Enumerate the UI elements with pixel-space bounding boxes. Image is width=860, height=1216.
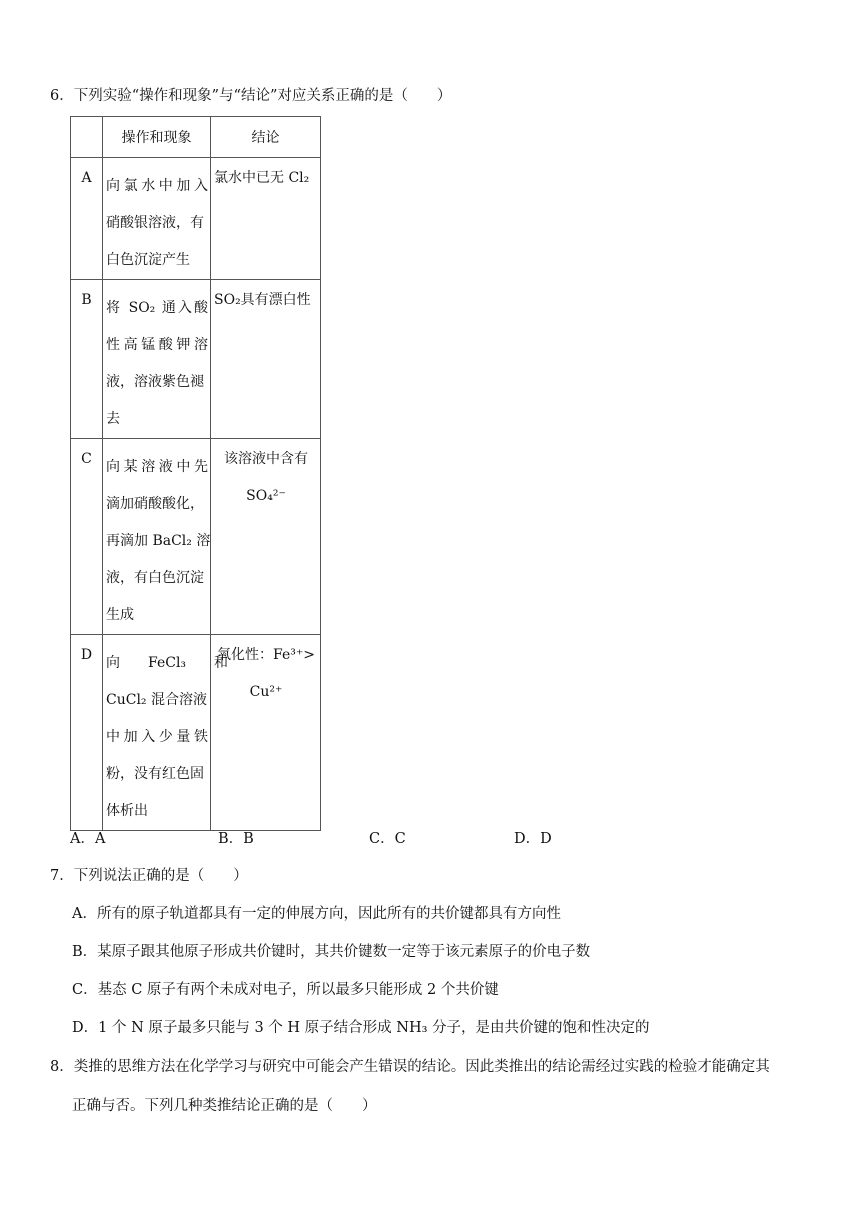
op-line: 硝酸银溶液，有: [106, 215, 204, 231]
row-letter: C: [71, 439, 103, 635]
op-line: CuCl₂ 混合溶液: [106, 692, 207, 708]
op-line: 再滴加 BaCl₂ 溶: [106, 533, 211, 549]
q8-stem-line1: 8．类推的思维方法在化学学习与研究中可能会产生错误的结论。因此类推出的结论需经过实践的检验才能确定其: [50, 1059, 770, 1075]
concl-line: Cu²⁺: [249, 684, 283, 700]
choice-c[interactable]: C．C: [369, 831, 406, 847]
row-letter: D: [71, 635, 103, 831]
op-line: 向 FeCl₃ 和: [106, 655, 229, 671]
row-letter: B: [71, 280, 103, 439]
op-line: 体析出: [106, 803, 148, 819]
row-concl: [211, 439, 321, 635]
q8-stem-line2: 正确与否。下列几种类推结论正确的是（ ）: [72, 1098, 377, 1114]
q6-stem: 6．下列实验“操作和现象”与“结论”对应关系正确的是（ ）: [50, 88, 452, 104]
concl-line: SO₄²⁻: [246, 488, 286, 504]
concl-line: 氧化性：Fe³⁺>: [217, 647, 315, 663]
row-op: [103, 280, 211, 439]
op-line: 性高锰酸钾溶: [106, 337, 208, 353]
op-line: 白色沉淀产生: [106, 252, 190, 268]
op-line: 中加入少量铁: [106, 729, 208, 745]
header-empty-cell: [71, 117, 103, 158]
table-header-row: [71, 117, 321, 158]
concl-line: SO₂具有漂白性: [214, 292, 311, 308]
table-row: [71, 635, 321, 831]
q7-option-a[interactable]: A．所有的原子轨道都具有一定的伸展方向，因此所有的共价键都具有方向性: [72, 906, 561, 922]
row-op: [103, 439, 211, 635]
q7-option-c[interactable]: C．基态 C 原子有两个未成对电子，所以最多只能形成 2 个共价键: [72, 982, 499, 998]
op-line: 生成: [106, 607, 134, 623]
row-op: [103, 635, 229, 831]
header-concl: 结论: [211, 117, 321, 158]
op-line: 液，有白色沉淀: [106, 570, 204, 586]
row-letter: A: [71, 158, 103, 280]
op-line: 滴加硝酸酸化，: [106, 496, 204, 512]
op-line: 向氯水中加入: [106, 178, 208, 194]
row-op: [103, 158, 211, 280]
op-line: 向某溶液中先: [106, 459, 208, 475]
concl-line: 氯水中已无 Cl₂: [214, 170, 310, 186]
choice-d[interactable]: D．D: [514, 831, 552, 847]
op-line: 去: [106, 411, 120, 427]
q7-stem: 7．下列说法正确的是（ ）: [50, 868, 248, 884]
op-line: 粉，没有红色固: [106, 766, 204, 782]
table-row: [71, 280, 321, 439]
row-concl: [211, 158, 321, 280]
table-row: [71, 158, 321, 280]
row-concl: [211, 280, 321, 439]
choice-b[interactable]: B．B: [218, 831, 254, 847]
table-row: [71, 439, 321, 635]
op-line: 液，溶液紫色褪: [106, 374, 204, 390]
header-op: 操作和现象: [103, 117, 211, 158]
q7-option-b[interactable]: B．某原子跟其他原子形成共价键时，其共价键数一定等于该元素原子的价电子数: [72, 944, 591, 960]
op-line: 将 SO₂ 通入酸: [106, 300, 208, 316]
choice-a[interactable]: A．A: [70, 831, 106, 847]
q6-table: [70, 116, 321, 831]
concl-line: 该溶液中含有: [224, 451, 308, 467]
row-concl: [211, 635, 321, 831]
q7-option-d[interactable]: D．1 个 N 原子最多只能与 3 个 H 原子结合形成 NH₃ 分子，是由共价键的饱和性决定的: [72, 1020, 650, 1036]
